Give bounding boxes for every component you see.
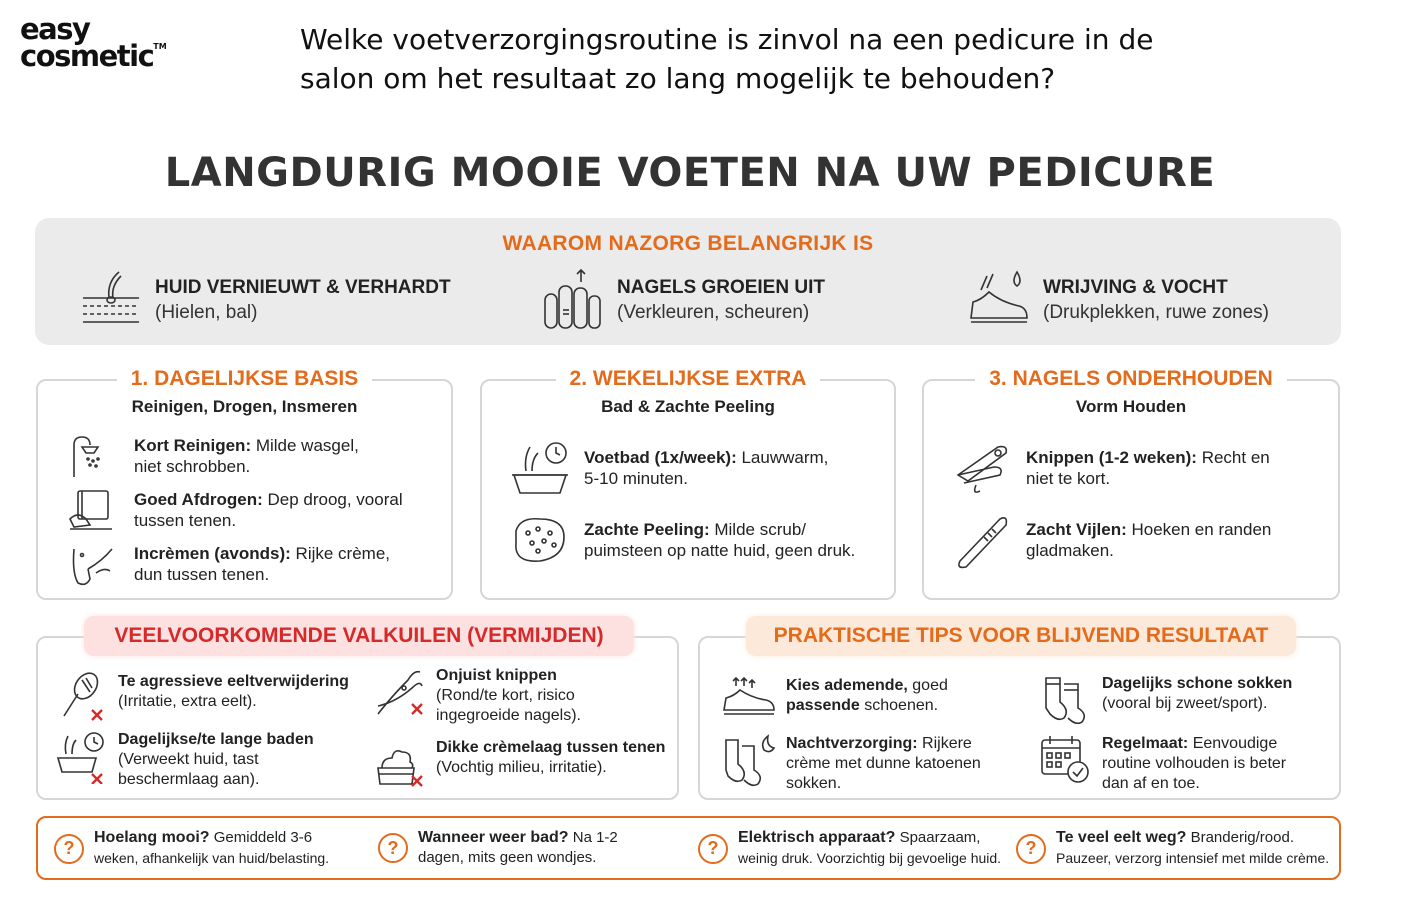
item-line: dan af en toe. xyxy=(1102,775,1200,792)
faq-item xyxy=(698,828,1001,869)
item-line: 5-10 minuten. xyxy=(584,469,688,488)
item-line: (Verweekt huid, tast xyxy=(118,751,259,768)
nail-clipper-icon xyxy=(954,441,1012,497)
why-item-title: HUID VERNIEUWT & VERHARDT xyxy=(155,276,451,298)
item-line: Lauwwarm, xyxy=(736,448,829,467)
why-item-title: NAGELS GROEIEN UIT xyxy=(617,276,825,298)
faq-line: weken, afhankelijk van huid/belasting. xyxy=(94,850,330,866)
pitfall-item xyxy=(374,738,665,790)
faq-line: Pauzeer, verzorg intensief met milde crème. xyxy=(1056,850,1330,866)
item-text xyxy=(786,734,981,794)
card-title xyxy=(924,367,1338,391)
item-line: sokken. xyxy=(786,775,842,792)
item-bold: Dagelijkse/te lange baden xyxy=(118,731,314,748)
item-line: (Rond/te kort, risico xyxy=(436,687,575,704)
item-line: tussen tenen. xyxy=(134,511,237,530)
faq-bold: Elektrisch apparaat? xyxy=(738,829,896,846)
list-item xyxy=(510,441,828,495)
item-line: Rijke crème, xyxy=(290,544,390,563)
item-text xyxy=(118,730,314,790)
why-item-sub: (Drukplekken, ruwe zones) xyxy=(1043,301,1269,323)
question-icon: ? xyxy=(698,834,728,864)
item-line: (vooral bij zweet/sport). xyxy=(1102,695,1268,712)
why-item-sub: (Hielen, bal) xyxy=(155,301,258,323)
list-item xyxy=(68,489,403,533)
faq-item xyxy=(1016,828,1329,869)
item-line: Dep droog, vooral xyxy=(262,490,403,509)
question-icon: ? xyxy=(54,834,84,864)
why-title: WAAROM NAZORG BELANGRIJK IS xyxy=(502,232,874,255)
item-line: routine volhouden is beter xyxy=(1102,755,1287,772)
pitfalls-title: VEELVOORKOMENDE VALKUILEN (VERMIJDEN) xyxy=(84,616,634,656)
item-bold: Dikke crèmelaag tussen tenen xyxy=(436,739,666,756)
why-item-skin xyxy=(79,268,451,332)
item-line: beschermlaag aan). xyxy=(118,771,260,788)
item-bold: Te agressieve eeltverwijdering xyxy=(118,673,349,690)
long-bath-icon xyxy=(56,730,108,784)
card-daily-basics xyxy=(36,367,453,600)
why-item-title: WRIJVING & VOCHT xyxy=(1043,276,1228,298)
item-text xyxy=(134,489,403,531)
item-line: Hoeken en randen xyxy=(1126,520,1272,539)
item-bold: Voetbad (1x/week): xyxy=(584,448,737,467)
pitfall-item xyxy=(56,730,314,790)
why-item-nails xyxy=(541,268,825,332)
item-line: (Vochtig milieu, irritatie). xyxy=(436,759,607,776)
why-item-sub: (Verkleuren, scheuren) xyxy=(617,301,810,323)
nail-file-icon xyxy=(954,513,1012,569)
card-title xyxy=(38,367,451,391)
item-text xyxy=(1102,734,1286,794)
faq-line: weinig druk. Voorzichtig bij gevoelige huid. xyxy=(738,850,1002,866)
faq-text xyxy=(738,828,1001,869)
calendar-check-icon xyxy=(1040,734,1090,784)
logo-line-2 xyxy=(20,38,190,73)
tips-panel xyxy=(698,624,1341,800)
item-line: crème met dunne katoenen xyxy=(786,755,981,772)
faq-text xyxy=(418,828,618,868)
item-bold: Incrèmen (avonds): xyxy=(134,544,291,563)
nails-grow-icon xyxy=(541,268,605,332)
faq-item xyxy=(378,828,618,868)
card-title-text: 2. WEKELIJKSE EXTRA xyxy=(556,367,821,390)
card-title-text: 1. DAGELIJKSE BASIS xyxy=(117,367,373,390)
item-text xyxy=(584,447,828,489)
item-line: dun tussen tenen. xyxy=(134,565,270,584)
faq-item xyxy=(54,828,329,869)
card-subtitle: Reinigen, Drogen, Insmeren xyxy=(131,397,358,416)
shoe-moisture-icon xyxy=(967,268,1031,332)
foot-bath-icon xyxy=(510,441,570,495)
item-bold: passende xyxy=(786,697,860,714)
item-text xyxy=(436,738,665,778)
card-subtitle: Bad & Zachte Peeling xyxy=(601,397,775,416)
list-item xyxy=(954,441,1270,497)
faq-line: Spaarzaam, xyxy=(895,829,981,846)
item-line: Eenvoudige xyxy=(1188,735,1278,752)
item-text xyxy=(134,435,359,477)
pitfalls-panel xyxy=(36,624,679,800)
list-item xyxy=(68,543,390,587)
item-bold: Goed Afdrogen: xyxy=(134,490,263,509)
item-line: puimsteen op natte huid, geen druk. xyxy=(584,541,856,560)
item-text xyxy=(786,676,948,716)
item-line: schoenen. xyxy=(859,697,939,714)
logo-word: cosmetic xyxy=(20,38,154,73)
list-item xyxy=(510,513,855,567)
cream-jar-icon xyxy=(374,738,428,790)
card-weekly-extra xyxy=(480,367,896,600)
item-bold: Regelmaat: xyxy=(1102,735,1189,752)
item-line: niet schrobben. xyxy=(134,457,251,476)
why-item-friction xyxy=(967,268,1269,332)
tips-title: PRAKTISCHE TIPS VOOR BLIJVEND RESULTAAT xyxy=(746,616,1296,656)
item-bold: Zachte Peeling: xyxy=(584,520,710,539)
faq-line: Branderig/rood. xyxy=(1186,829,1294,846)
tip-item xyxy=(722,734,981,794)
card-title xyxy=(482,367,894,391)
logo-trademark: TM xyxy=(153,41,167,51)
nippers-icon xyxy=(374,666,428,718)
item-bold: Kies ademende, xyxy=(786,677,908,694)
card-nail-care xyxy=(922,367,1340,600)
faq-line: dagen, mits geen wondjes. xyxy=(418,849,597,866)
page-title: LANGDURIG MOOIE VOETEN NA UW PEDICURE xyxy=(164,150,1216,196)
item-text xyxy=(134,543,390,585)
item-line: ingegroeide nagels). xyxy=(436,707,581,724)
faq-line: Gemiddeld 3-6 xyxy=(209,829,313,846)
callus-rasp-icon xyxy=(56,672,108,722)
item-bold: Knippen (1-2 weken): xyxy=(1026,448,1197,467)
why-aftercare-panel xyxy=(35,218,1341,345)
towel-icon xyxy=(68,489,118,533)
item-line: Milde wasgel, xyxy=(251,436,359,455)
item-line: niet te kort. xyxy=(1026,469,1111,488)
tip-item xyxy=(1040,734,1286,794)
item-line: Milde scrub/ xyxy=(709,520,807,539)
skin-layers-icon xyxy=(79,268,143,332)
item-line: goed xyxy=(907,677,948,694)
card-title-text: 3. NAGELS ONDERHOUDEN xyxy=(975,367,1287,390)
faq-text xyxy=(1056,828,1329,869)
question-icon: ? xyxy=(378,833,408,863)
brand-logo xyxy=(20,12,190,73)
pitfall-item xyxy=(56,672,349,722)
item-bold: Zacht Vijlen: xyxy=(1026,520,1127,539)
sneaker-icon xyxy=(722,676,776,720)
list-item xyxy=(68,435,359,479)
foot-cream-icon xyxy=(68,543,118,587)
night-socks-icon xyxy=(722,734,776,790)
item-text xyxy=(1102,674,1292,714)
logo-line-1: easy xyxy=(20,12,90,46)
tip-item xyxy=(1040,674,1292,724)
socks-icon xyxy=(1040,674,1090,724)
faq-bold: Wanneer weer bad? xyxy=(418,829,569,846)
question-icon: ? xyxy=(1016,834,1046,864)
faq-text xyxy=(94,828,329,869)
faq-bold: Te veel eelt weg? xyxy=(1056,829,1187,846)
faq-line: Na 1-2 xyxy=(568,829,618,846)
item-bold: Dagelijks schone sokken xyxy=(1102,675,1293,692)
faq-bold: Hoelang mooi? xyxy=(94,829,210,846)
faq-strip xyxy=(36,816,1341,880)
item-line: (Irritatie, extra eelt). xyxy=(118,693,257,710)
item-text xyxy=(1026,447,1270,489)
item-text xyxy=(118,672,349,712)
item-bold: Kort Reinigen: xyxy=(134,436,252,455)
pitfall-item xyxy=(374,666,581,726)
list-item xyxy=(954,513,1271,569)
question-heading: Welke voetverzorgingsroutine is zinvol na een pedicure in de salon om het resultaat zo lang mogelijk te behouden? xyxy=(300,23,1154,95)
item-bold: Onjuist knippen xyxy=(436,667,557,684)
item-text xyxy=(584,519,855,561)
tip-item xyxy=(722,676,948,720)
item-line: Recht en xyxy=(1196,448,1270,467)
item-bold: Nachtverzorging: xyxy=(786,735,918,752)
sponge-icon xyxy=(510,513,570,567)
shower-icon xyxy=(68,435,118,479)
card-subtitle: Vorm Houden xyxy=(1075,397,1187,416)
item-line: gladmaken. xyxy=(1026,541,1114,560)
item-text xyxy=(1026,519,1271,561)
item-line: Rijkere xyxy=(917,735,972,752)
item-text xyxy=(436,666,581,726)
